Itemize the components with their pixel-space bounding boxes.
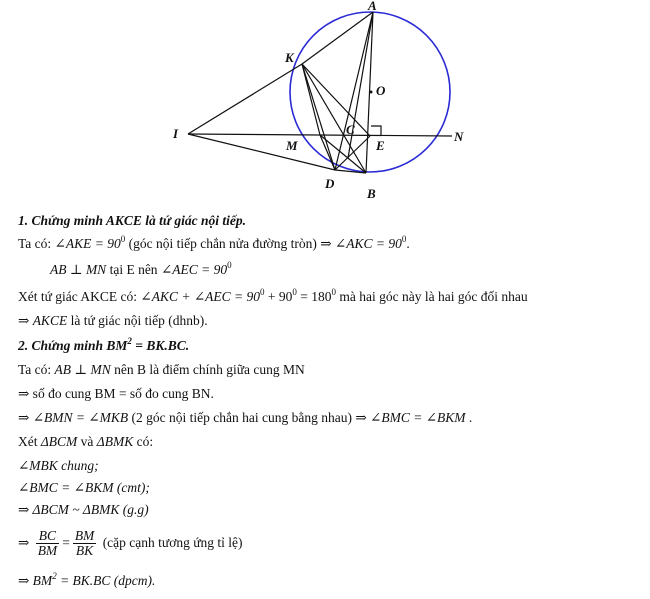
math-span: ∠BMC = ∠BKM: [370, 410, 466, 425]
segment-id: [188, 134, 335, 170]
text-span: mà hai góc này là hai góc đối nhau: [336, 289, 528, 304]
segment-ec: [335, 136, 370, 170]
text-span: (cặp cạnh tương ứng tỉ lệ): [99, 535, 243, 550]
heading-part-1: 1. Chứng minh AKCE là tứ giác nội tiếp.: [18, 213, 246, 228]
text-span: = 180: [296, 289, 332, 304]
text-span: ⇒: [18, 313, 33, 328]
segment-me: [320, 135, 335, 170]
math-span: = BK.BC (dpcm).: [56, 573, 156, 588]
superscript: 0: [292, 287, 297, 297]
math-span: ∠AKE = 90: [54, 236, 121, 251]
line-13: [18, 573, 155, 589]
math-span: = BK.BC: [131, 338, 186, 353]
superscript: 2: [127, 336, 132, 346]
segment-ik: [188, 64, 302, 134]
text-span: ⇒: [18, 535, 33, 550]
denominator: BK: [75, 543, 94, 559]
label-i: I: [173, 126, 179, 141]
heading-part-2: [18, 338, 189, 354]
line-9: ∠MBK chung;: [18, 458, 99, 473]
label-c: C: [346, 122, 355, 137]
line-1: [18, 236, 410, 252]
math-span: ∠AKC = 90: [334, 236, 402, 251]
label-b: B: [367, 186, 376, 201]
label-o: O: [376, 83, 386, 98]
label-m: M: [286, 138, 298, 153]
label-n: N: [454, 129, 464, 144]
text-span: + 90: [264, 289, 293, 304]
text-span: (2 góc nội tiếp chắn hai cung bằng nhau) ⇒: [128, 410, 371, 425]
text-span: ⇒: [18, 410, 33, 425]
superscript: 0: [401, 234, 407, 244]
line-11: ⇒ ΔBCM ~ ΔBMK (g.g): [18, 502, 149, 517]
label-d: D: [325, 176, 335, 191]
math-span: ΔBMK: [96, 434, 134, 449]
fraction-bc-bm: [36, 529, 60, 558]
math-span: ⇒ BM: [18, 573, 53, 588]
segment-ke: [302, 64, 370, 136]
text-span: có:: [133, 434, 154, 449]
numerator: BC: [36, 529, 60, 544]
math-span: ΔBCM: [40, 434, 78, 449]
line-5: [18, 362, 305, 378]
line-8: [18, 434, 153, 450]
line-12: [18, 528, 243, 558]
text-span: là tứ giác nội tiếp (dhnb).: [67, 313, 208, 328]
numerator: BM: [74, 528, 95, 544]
math-span: AB ⊥ MN: [54, 362, 111, 377]
math-span: AB ⊥ MN: [50, 262, 107, 277]
line-6: ⇒ số đo cung BM = số đo cung BN.: [18, 386, 214, 401]
text-span: nên B là điểm chính giữa cung MN: [110, 362, 305, 377]
label-a: A: [368, 0, 377, 13]
superscript: 0: [227, 260, 232, 270]
math-span: ∠AEC = 90: [160, 262, 228, 277]
right-angle-mark: [371, 126, 381, 136]
superscript: 0: [120, 234, 126, 244]
math-span: ∠BMN = ∠MKB: [32, 410, 129, 425]
text-span: Ta có:: [18, 362, 55, 377]
math-span: ∠AKC + ∠AEC = 90: [140, 289, 261, 304]
text-span: 2. Chứng minh: [18, 338, 107, 353]
label-e: E: [376, 138, 385, 153]
math-span: AKCE: [32, 313, 68, 328]
text-span: (góc nội tiếp chắn nửa đường tròn) ⇒: [125, 236, 335, 251]
line-4: [18, 313, 208, 329]
math-span: BM: [106, 338, 128, 353]
text-span: và: [77, 434, 97, 449]
label-k: K: [285, 50, 294, 65]
text-span: .: [465, 410, 473, 425]
superscript: 0: [260, 287, 265, 297]
line-3: [18, 289, 528, 305]
text-span: .: [406, 236, 410, 251]
line-10: ∠BMC = ∠BKM (cmt);: [18, 480, 150, 495]
geometry-figure: [0, 0, 650, 210]
denominator: BM: [37, 543, 58, 559]
superscript: 2: [52, 571, 57, 581]
text-span: Ta có:: [18, 236, 55, 251]
superscript: 0: [331, 287, 337, 297]
text-span: =: [62, 535, 70, 550]
text-span: tại E nên: [106, 262, 161, 277]
text-span: Xét tứ giác AKCE có:: [18, 289, 141, 304]
fraction-bm-bk: [73, 529, 97, 558]
text-span: .: [185, 338, 190, 353]
line-2: [50, 262, 232, 278]
line-7: [18, 410, 472, 426]
text-span: Xét: [18, 434, 41, 449]
point-o: [370, 91, 373, 94]
